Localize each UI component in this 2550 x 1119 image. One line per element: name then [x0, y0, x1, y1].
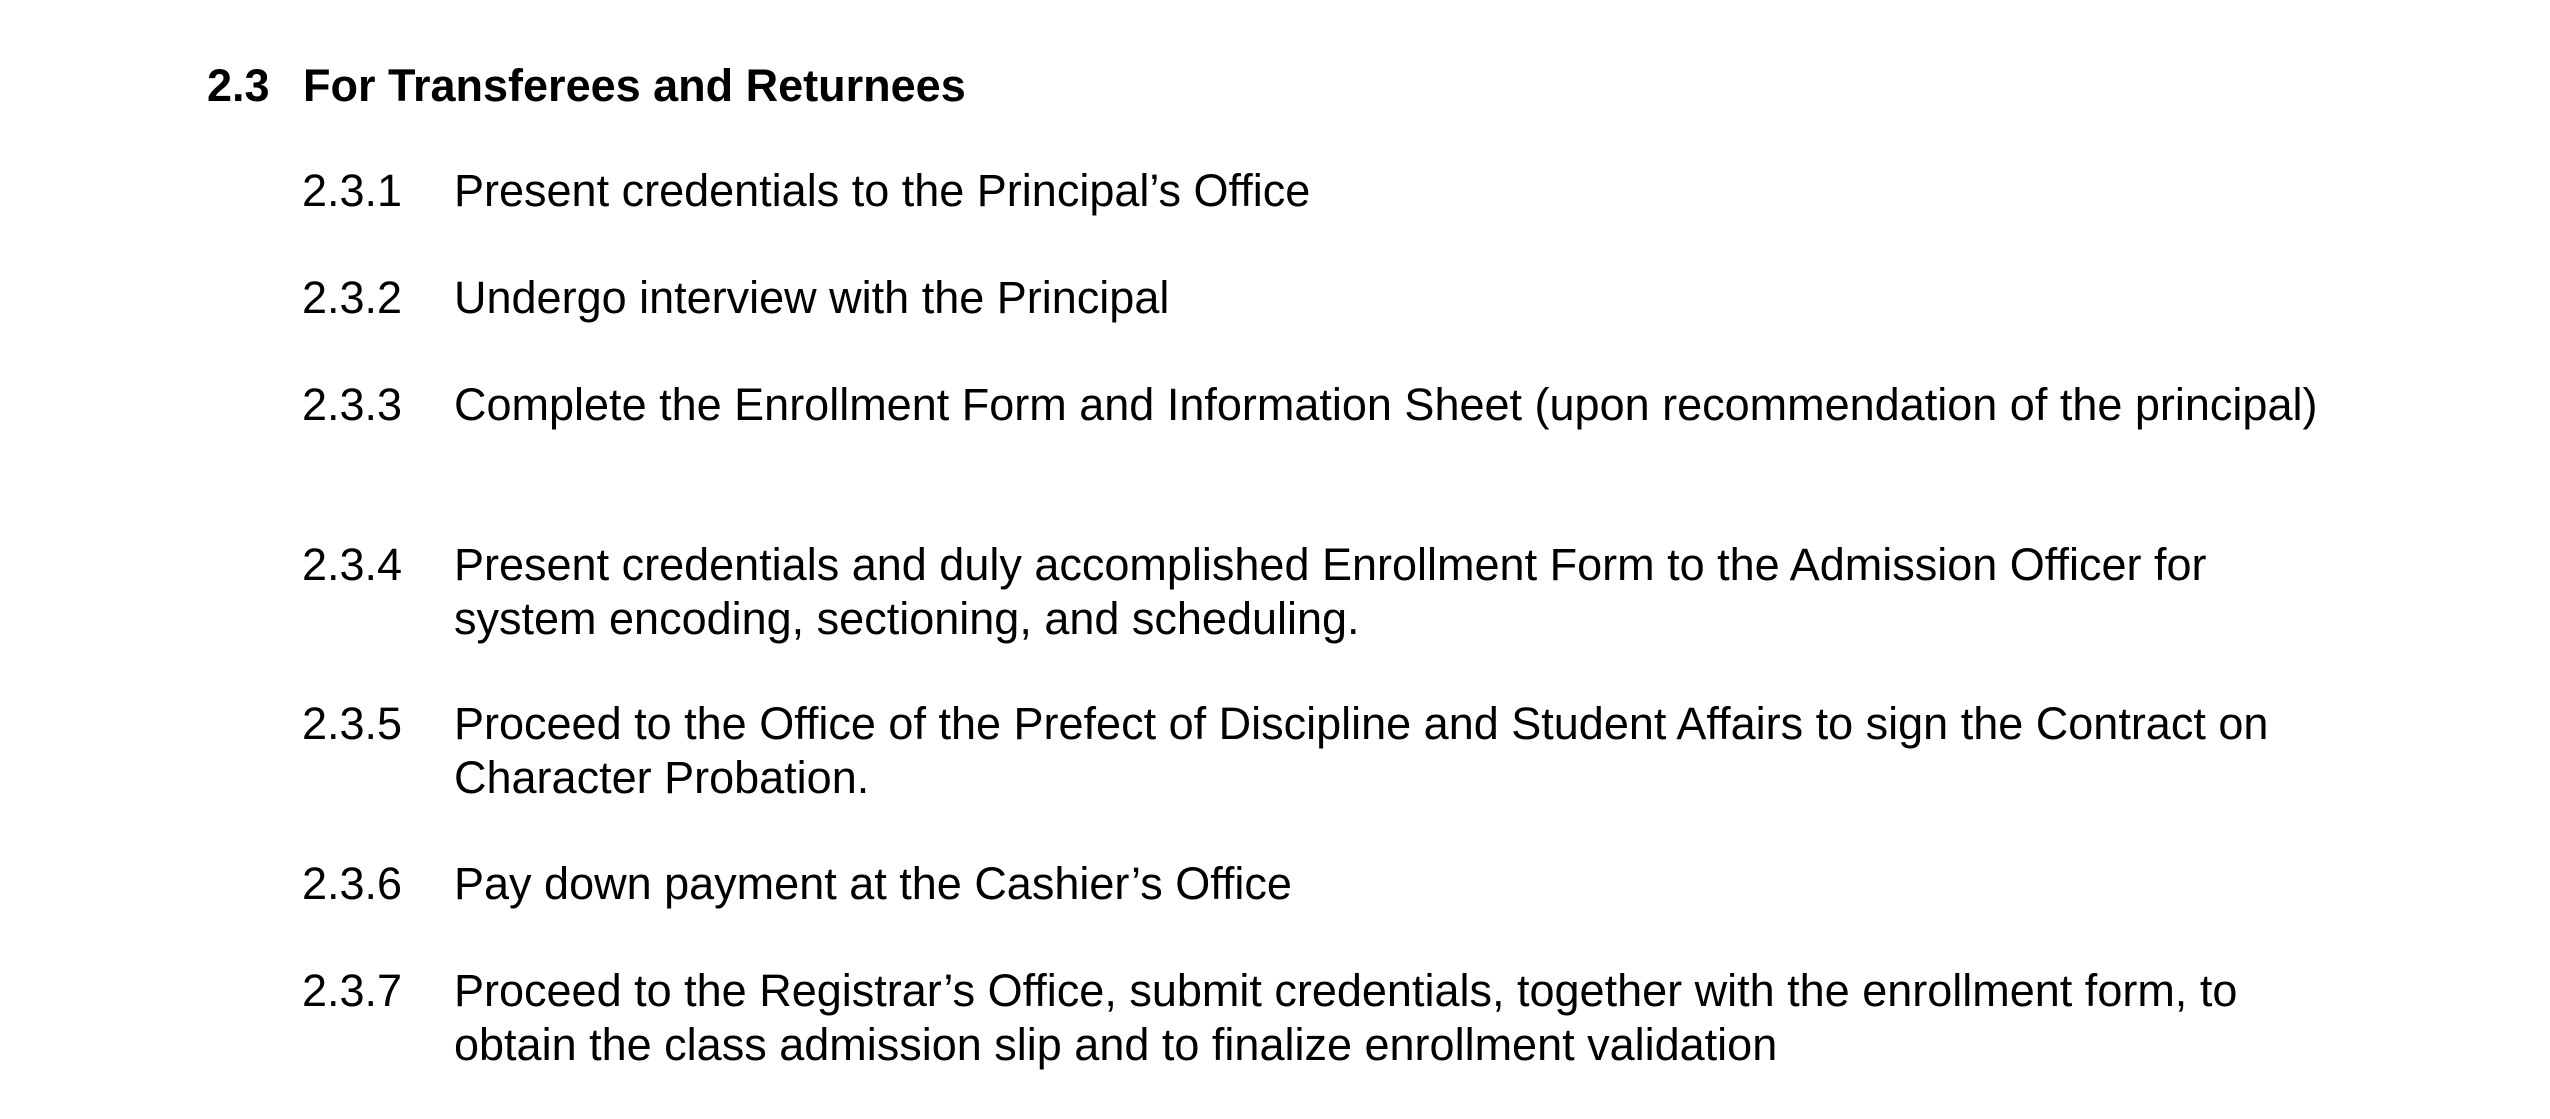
item-number: 2.3.7 [302, 965, 403, 1016]
item-text: Undergo interview with the Principal [454, 272, 1170, 323]
section-number: 2.3 [207, 60, 270, 111]
item-number: 2.3.1 [302, 165, 403, 216]
section-title: For Transferees and Returnees [303, 60, 966, 111]
item-text: Proceed to the Registrar’s Office, submit credentials, together with the enrollment form, to obtain the class admission slip and to finalize enrollment validation [454, 965, 2238, 1070]
item-number: 2.3.5 [302, 698, 403, 749]
item-number: 2.3.2 [302, 272, 403, 323]
list-item [302, 378, 2402, 432]
item-text: Complete the Enrollment Form and Information Sheet (upon recommendation of the principal) [454, 379, 2318, 430]
list-item [302, 164, 2402, 218]
item-number: 2.3.4 [302, 539, 403, 590]
list-item [302, 697, 2402, 805]
item-text: Present credentials to the Principal’s Office [454, 165, 1311, 216]
item-number: 2.3.6 [302, 858, 403, 909]
list-item [302, 271, 2402, 325]
item-text: Present credentials and duly accomplished Enrollment Form to the Admission Officer for system encoding, sectioning, and scheduling. [454, 539, 2207, 644]
section-heading [207, 56, 966, 116]
item-text: Proceed to the Office of the Prefect of Discipline and Student Affairs to sign the Contract on Character Probation. [454, 698, 2269, 803]
item-number: 2.3.3 [302, 379, 403, 430]
item-text: Pay down payment at the Cashier’s Office [454, 858, 1292, 909]
list-item [302, 857, 2402, 911]
list-item [302, 964, 2402, 1072]
list-item [302, 538, 2402, 646]
